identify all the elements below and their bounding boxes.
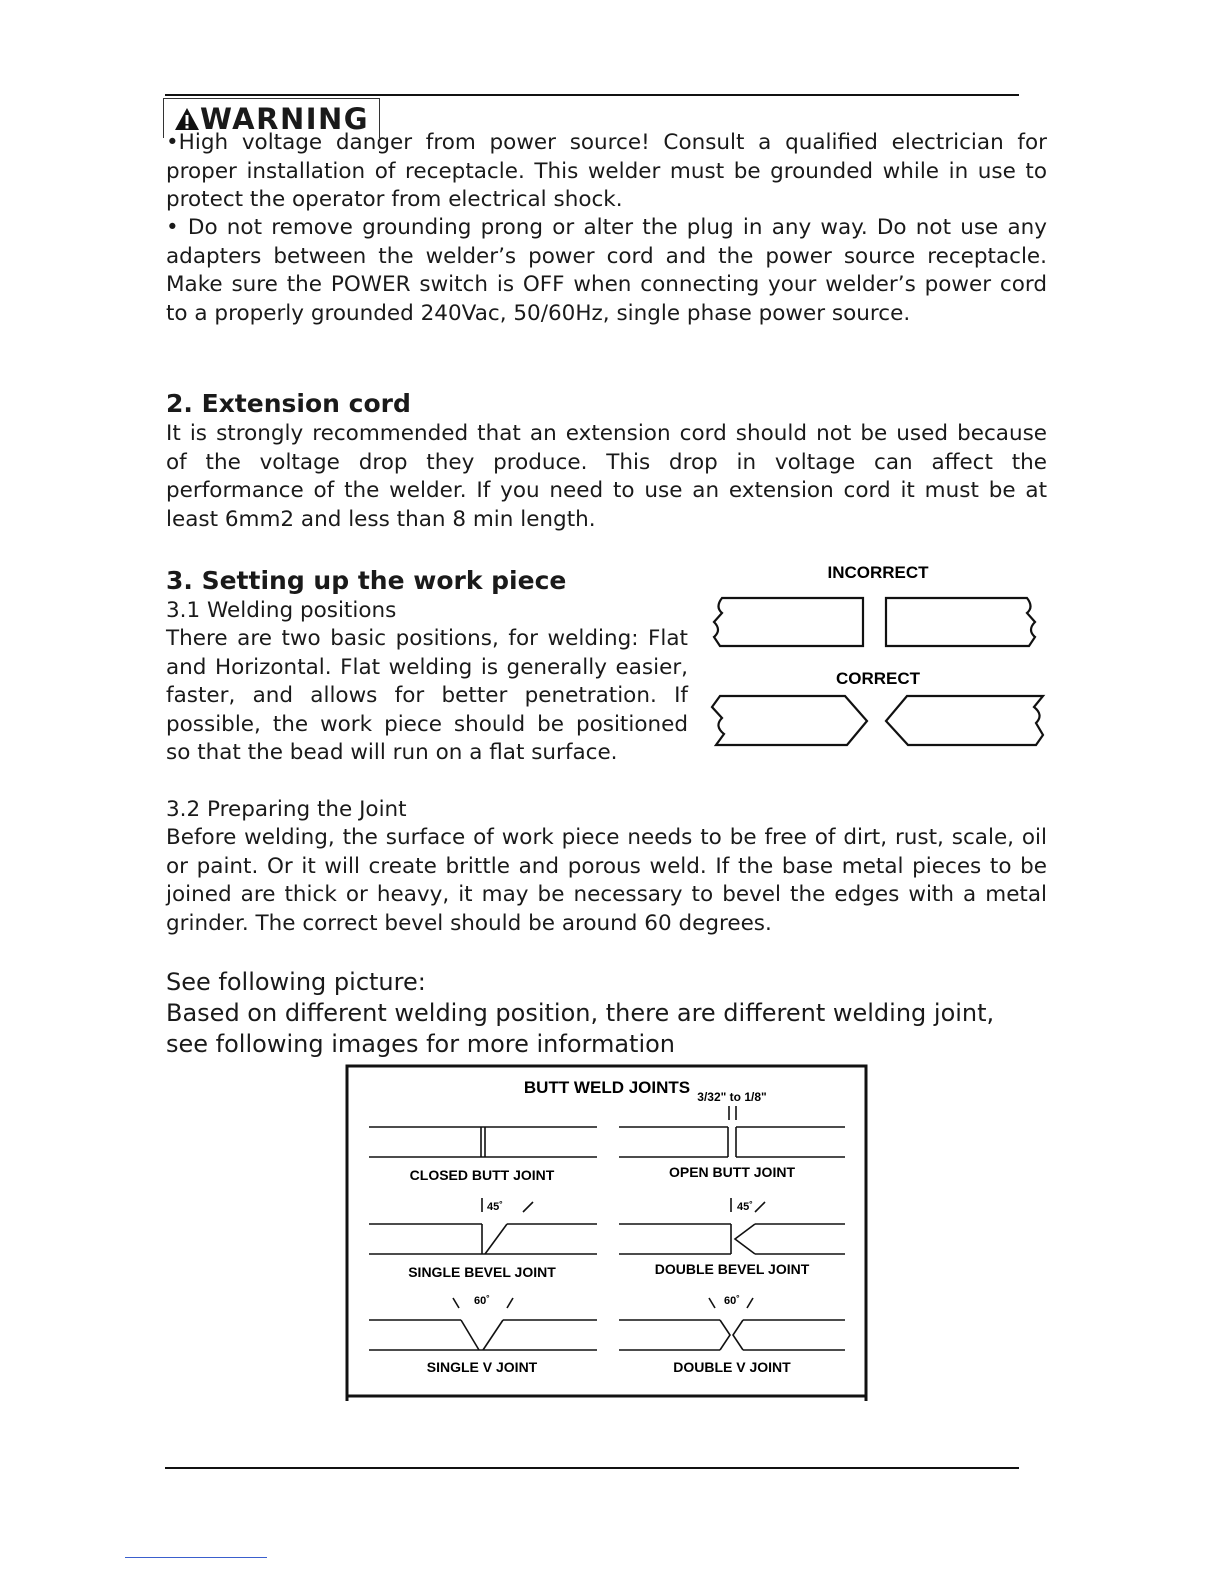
angle-60-double: 60˚ (724, 1295, 740, 1307)
correct-piece-right (886, 696, 1043, 745)
warning-text: WARNING (200, 102, 370, 136)
figure-frame (347, 1066, 866, 1396)
footer-link-underline (125, 1557, 267, 1558)
angle-45-single: 45˚ (487, 1201, 503, 1213)
header-rule (165, 94, 1019, 96)
double-bevel-label: DOUBLE BEVEL JOINT (654, 1261, 810, 1277)
based-on-text: Based on different welding position, there are different welding joint, see following images for more information (166, 999, 995, 1058)
angle-45-double: 45˚ (737, 1201, 753, 1213)
correct-piece-left (712, 696, 867, 745)
angle-60-single: 60˚ (474, 1295, 490, 1307)
closed-butt-label: CLOSED BUTT JOINT (409, 1167, 555, 1183)
incorrect-label: INCORRECT (827, 563, 929, 582)
section-2-title: 2. Extension cord (166, 389, 411, 418)
incorrect-piece-right (886, 598, 1035, 646)
bevel-figure (700, 555, 1050, 755)
warning-paragraph-2: • Do not remove grounding prong or alter the plug in any way. Do not use any adapters between the welder’s power cord and the power source receptacle. Make sure the POWER switch is OFF when connecting your welder’s power cord to a properly grounded 240Vac, 50/60Hz, single phase power source. (166, 215, 1047, 326)
single-v-label: SINGLE V JOINT (426, 1359, 538, 1375)
open-butt-label: OPEN BUTT JOINT (668, 1164, 796, 1180)
see-picture-text: See following picture: (166, 968, 426, 996)
preparing-joint-body: Before welding, the surface of work piece needs to be free of dirt, rust, scale, oil or paint. Or it will create brittle and porous weld. If the base metal pieces to be joined are thick or heavy, it may be necessary to bevel the edges with a metal grinder. The correct bevel should be around 60 degrees. (166, 825, 1047, 936)
figure-title: BUTT WELD JOINTS (523, 1078, 691, 1097)
correct-label: CORRECT (835, 669, 921, 688)
butt-weld-joints-figure (345, 1064, 869, 1402)
preparing-joint-heading: 3.2 Preparing the Joint (166, 797, 407, 822)
incorrect-piece-left (714, 598, 863, 646)
gap-label: 3/32" to 1/8" (697, 1090, 767, 1104)
single-bevel-label: SINGLE BEVEL JOINT (408, 1264, 556, 1280)
warning-paragraph-1: •High voltage danger from power source! Consult a qualified electrician for proper installation of receptacle. This welder must be grounded while in use to protect the operator from electrical shock. (166, 130, 1047, 212)
double-v-label: DOUBLE V JOINT (673, 1359, 791, 1375)
section-2-body: It is strongly recommended that an extension cord should not be used because of the voltage drop they produce. This drop in voltage can affect the performance of the welder. If you need to use an extension cord it must be at least 6mm2 and less than 8 min length. (166, 421, 1047, 532)
footer-rule (165, 1467, 1019, 1469)
section-3-title: 3. Setting up the work piece (166, 566, 567, 595)
warning-triangle-icon (174, 107, 200, 131)
welding-positions-body: There are two basic positions, for welding: Flat and Horizontal. Flat welding is generally easier, faster, and allows for better penetration. If possible, the work piece should be positioned so that the bead will run on a flat surface. (166, 626, 688, 765)
welding-positions-heading: 3.1 Welding positions (166, 598, 397, 623)
